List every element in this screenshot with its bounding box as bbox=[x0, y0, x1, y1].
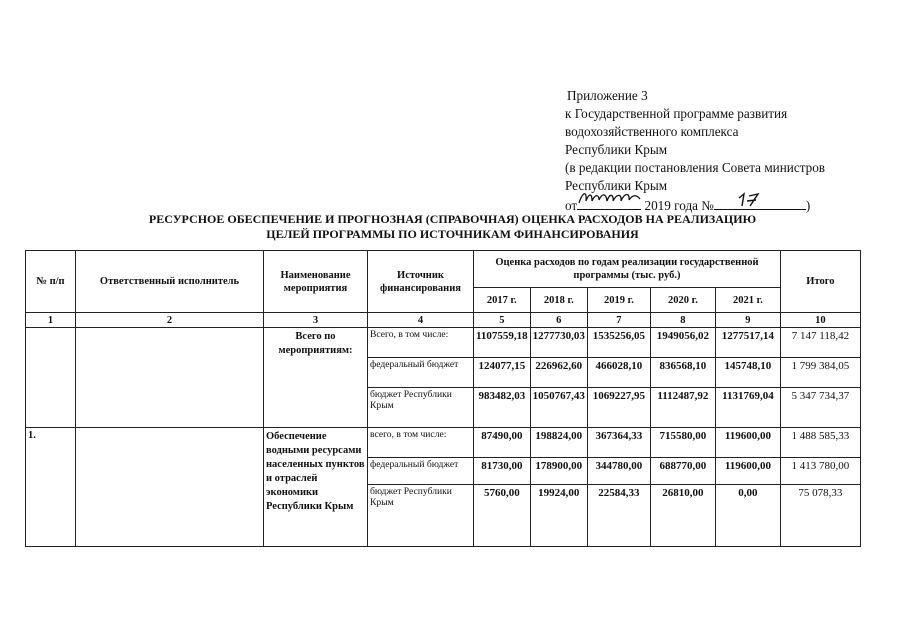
header-source: Источник финансирования bbox=[368, 251, 474, 313]
value-cell: 145748,10 bbox=[715, 358, 780, 388]
activity-cell: Обеспечение водными ресурсами населенных пунктов и отраслей экономики Республики Крым bbox=[264, 428, 368, 547]
source-cell: федеральный бюджет bbox=[368, 458, 474, 485]
header-num: № п/п bbox=[26, 251, 76, 313]
value-cell: 0,00 bbox=[715, 485, 780, 547]
title-line: ЦЕЛЕЙ ПРОГРАММЫ ПО ИСТОЧНИКАМ ФИНАНСИРОВАНИЯ bbox=[266, 227, 639, 241]
value-cell: 1535256,05 bbox=[587, 328, 650, 358]
date-suffix: ) bbox=[805, 198, 811, 213]
activity-cell: Всего по мероприятиям: bbox=[264, 328, 368, 428]
header-year: 2018 г. bbox=[530, 288, 587, 313]
value-cell: 1277730,03 bbox=[530, 328, 587, 358]
index-row bbox=[26, 313, 861, 328]
index-cell: 5 bbox=[474, 313, 531, 328]
index-cell: 8 bbox=[650, 313, 715, 328]
annex-line: к Государственной программе развития bbox=[565, 106, 788, 121]
header-year: 2021 г. bbox=[715, 288, 780, 313]
annex-line: Республики Крым bbox=[565, 142, 668, 157]
source-cell: бюджет Республики Крым bbox=[368, 485, 474, 547]
annex-line: Республики Крым bbox=[565, 178, 668, 193]
value-cell: 836568,10 bbox=[650, 358, 715, 388]
table-row bbox=[26, 428, 861, 458]
budget-table bbox=[25, 250, 861, 547]
value-cell: 466028,10 bbox=[587, 358, 650, 388]
title-line: РЕСУРСНОЕ ОБЕСПЕЧЕНИЕ И ПРОГНОЗНАЯ (СПРАВОЧНАЯ) ОЦЕНКА РАСХОДОВ НА РЕАЛИЗАЦИЮ bbox=[148, 212, 757, 226]
source-cell: федеральный бюджет bbox=[368, 358, 474, 388]
total-cell: 75 078,33 bbox=[780, 485, 860, 547]
header-year: 2019 г. bbox=[587, 288, 650, 313]
index-cell: 10 bbox=[780, 313, 860, 328]
header-row bbox=[26, 251, 861, 288]
total-cell: 1 413 780,00 bbox=[780, 458, 860, 485]
total-cell: 5 347 734,37 bbox=[780, 388, 860, 428]
header-year: 2017 г. bbox=[474, 288, 531, 313]
executor-cell bbox=[76, 428, 264, 547]
annex-line: Приложение 3 bbox=[567, 88, 648, 103]
header-estimate: Оценка расходов по годам реализации государственной программы (тыс. руб.) bbox=[474, 251, 781, 288]
row-num-cell bbox=[26, 328, 76, 428]
index-cell: 1 bbox=[26, 313, 76, 328]
header-year: 2020 г. bbox=[650, 288, 715, 313]
value-cell: 1050767,43 bbox=[530, 388, 587, 428]
header-activity: Наименование мероприятия bbox=[264, 251, 368, 313]
date-middle: 2019 года № bbox=[644, 198, 714, 213]
annex-line: (в редакции постановления Совета министров bbox=[565, 160, 826, 175]
row-num-cell: 1. bbox=[26, 428, 76, 547]
value-cell: 715580,00 bbox=[650, 428, 715, 458]
value-cell: 1069227,95 bbox=[587, 388, 650, 428]
value-cell: 81730,00 bbox=[474, 458, 531, 485]
index-cell: 4 bbox=[368, 313, 474, 328]
annex-header bbox=[565, 87, 825, 215]
annex-line: водохозяйственного комплекса bbox=[565, 124, 739, 139]
value-cell: 124077,15 bbox=[474, 358, 531, 388]
value-cell: 119600,00 bbox=[715, 428, 780, 458]
value-cell: 1277517,14 bbox=[715, 328, 780, 358]
header-executor: Ответственный исполнитель bbox=[76, 251, 264, 313]
index-cell: 6 bbox=[530, 313, 587, 328]
value-cell: 198824,00 bbox=[530, 428, 587, 458]
total-cell: 1 488 585,33 bbox=[780, 428, 860, 458]
value-cell: 983482,03 bbox=[474, 388, 531, 428]
header-total: Итого bbox=[780, 251, 860, 313]
date-prefix: от bbox=[565, 198, 578, 213]
index-cell: 7 bbox=[587, 313, 650, 328]
total-cell: 1 799 384,05 bbox=[780, 358, 860, 388]
value-cell: 688770,00 bbox=[650, 458, 715, 485]
source-cell: всего, в том числе: bbox=[368, 428, 474, 458]
document-title bbox=[0, 212, 905, 242]
value-cell: 1107559,18 bbox=[474, 328, 531, 358]
index-cell: 2 bbox=[76, 313, 264, 328]
table-row bbox=[26, 328, 861, 358]
value-cell: 87490,00 bbox=[474, 428, 531, 458]
handwritten-date bbox=[577, 195, 641, 210]
value-cell: 344780,00 bbox=[587, 458, 650, 485]
value-cell: 178900,00 bbox=[530, 458, 587, 485]
source-cell: Всего, в том числе: bbox=[368, 328, 474, 358]
source-cell: бюджет Республики Крым bbox=[368, 388, 474, 428]
handwritten-number bbox=[714, 195, 806, 210]
total-cell: 7 147 118,42 bbox=[780, 328, 860, 358]
value-cell: 1112487,92 bbox=[650, 388, 715, 428]
executor-cell bbox=[76, 328, 264, 428]
value-cell: 1131769,04 bbox=[715, 388, 780, 428]
value-cell: 367364,33 bbox=[587, 428, 650, 458]
value-cell: 19924,00 bbox=[530, 485, 587, 547]
value-cell: 26810,00 bbox=[650, 485, 715, 547]
value-cell: 22584,33 bbox=[587, 485, 650, 547]
index-cell: 9 bbox=[715, 313, 780, 328]
index-cell: 3 bbox=[264, 313, 368, 328]
value-cell: 5760,00 bbox=[474, 485, 531, 547]
value-cell: 1949056,02 bbox=[650, 328, 715, 358]
value-cell: 226962,60 bbox=[530, 358, 587, 388]
value-cell: 119600,00 bbox=[715, 458, 780, 485]
